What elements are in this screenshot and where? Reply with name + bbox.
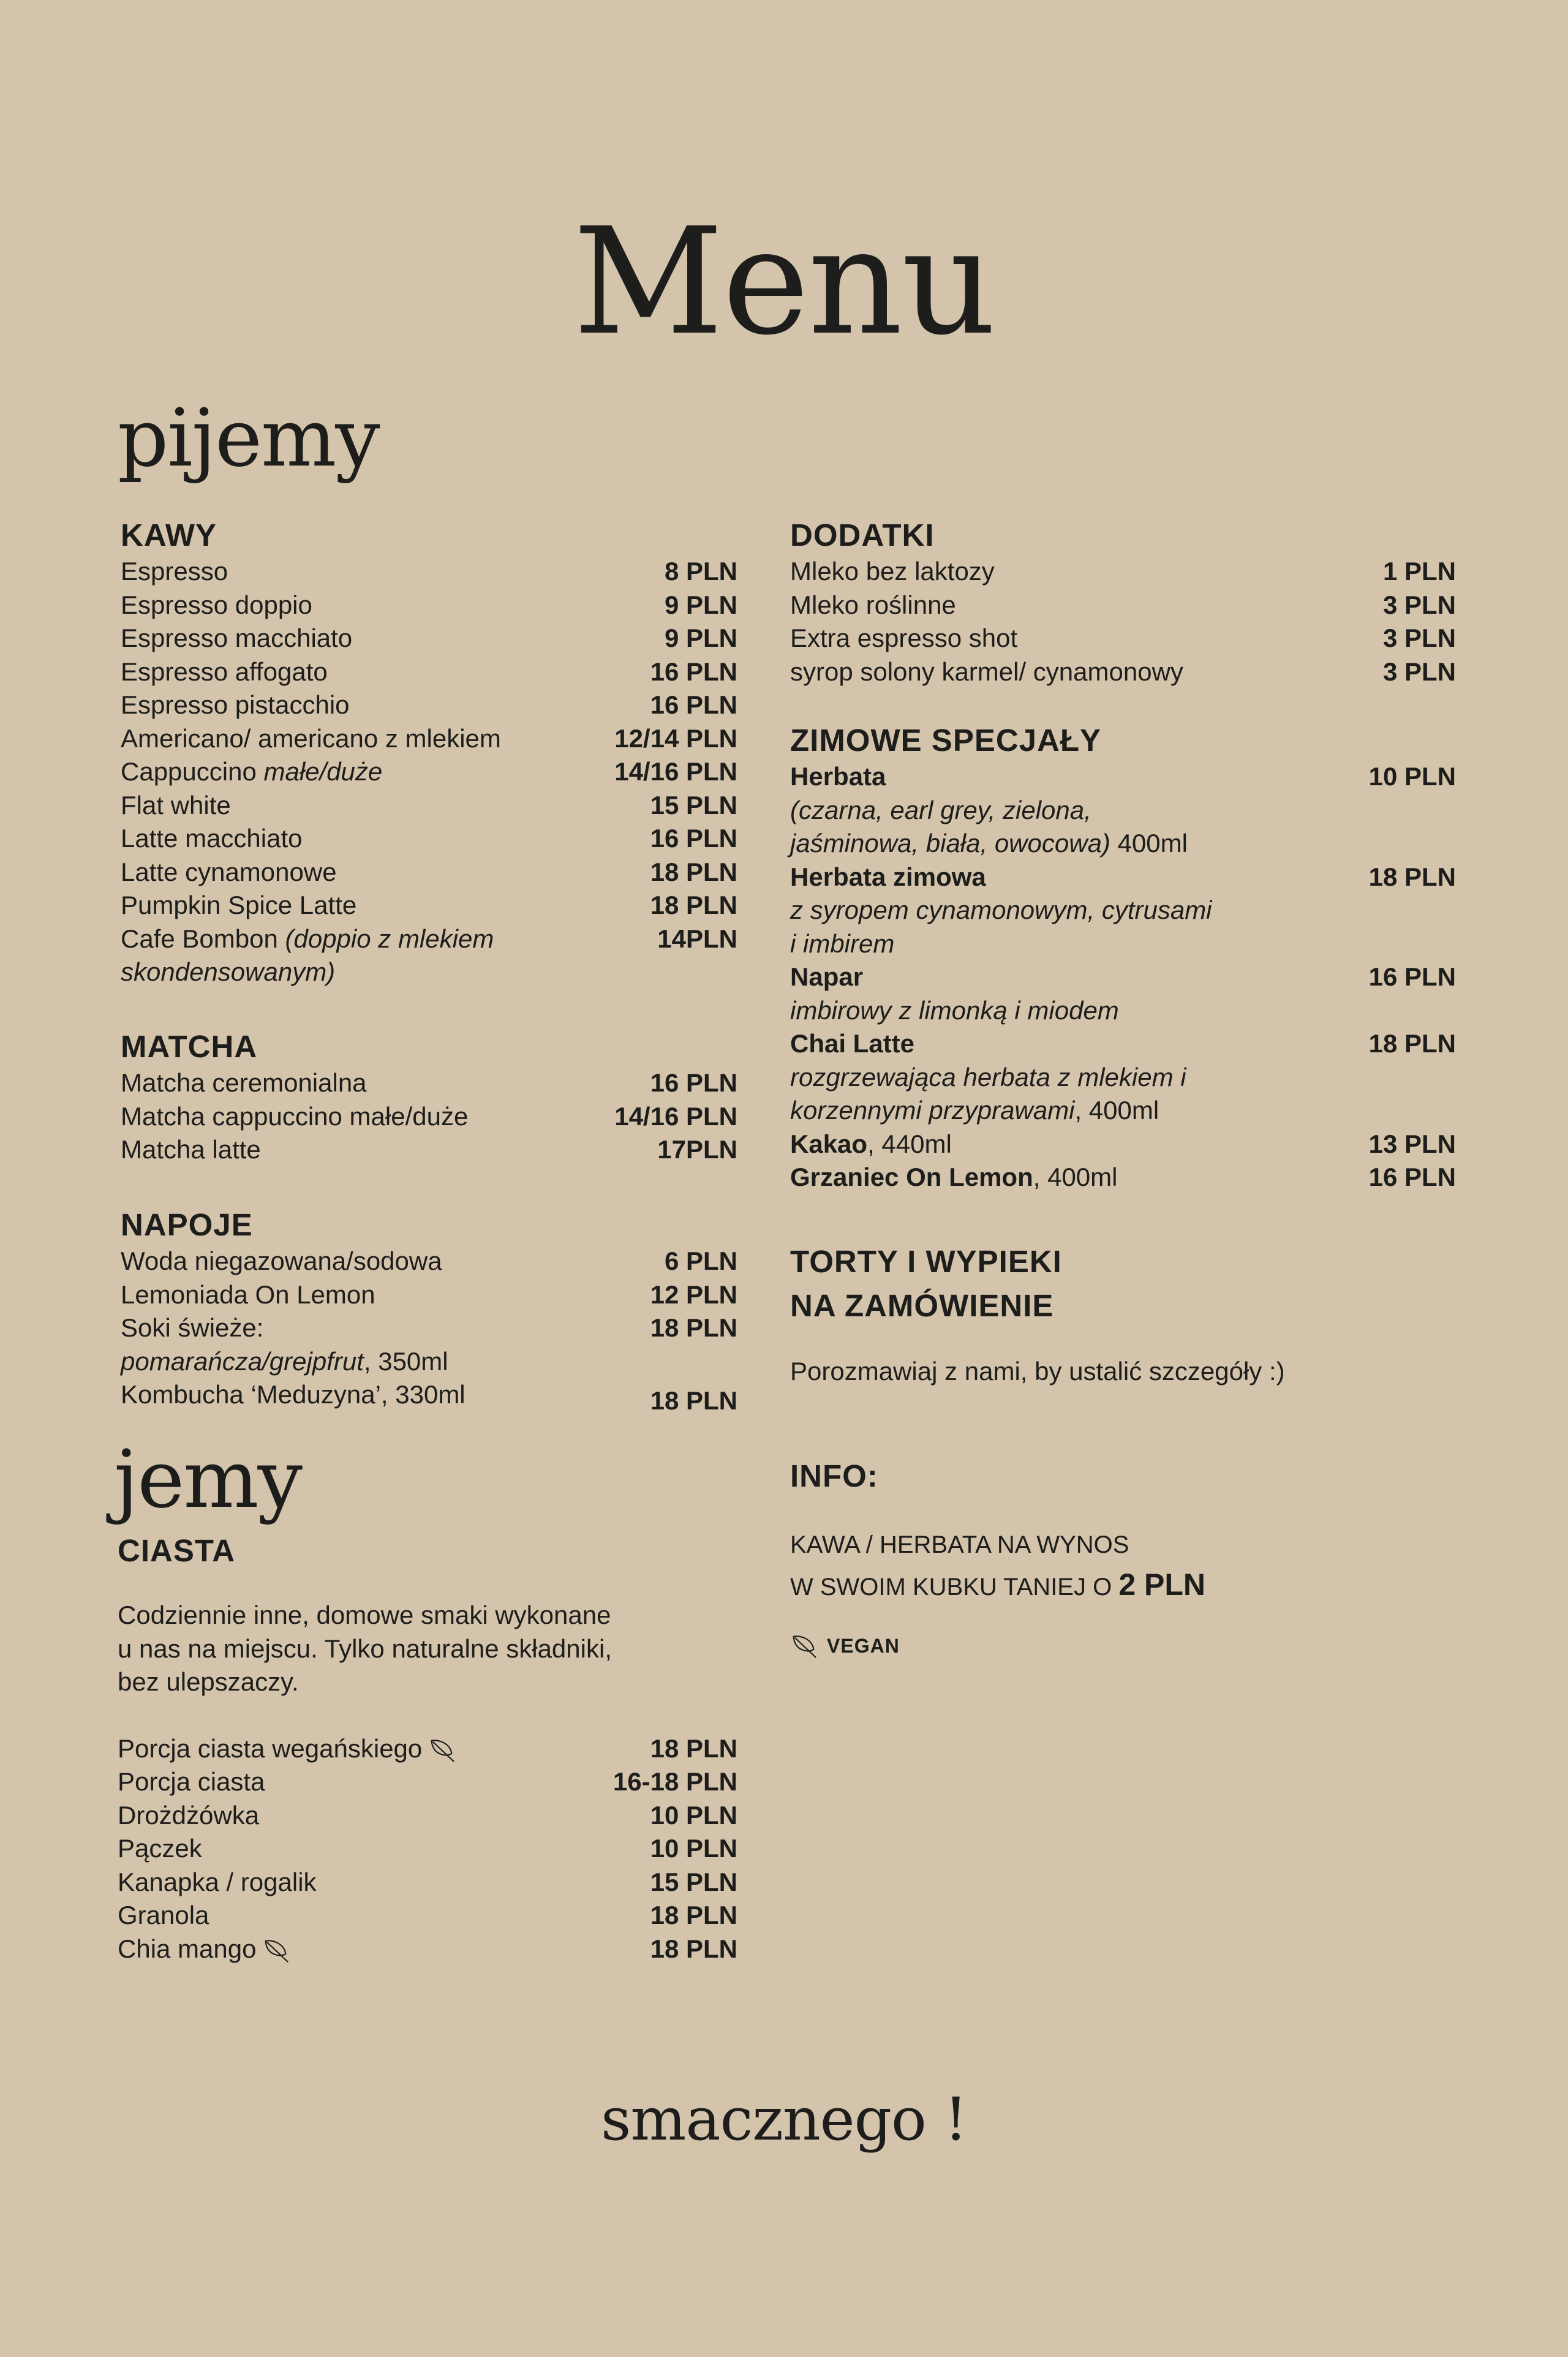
item-name: Kanapka / rogalik [118,1867,317,1896]
menu-item [118,1832,737,1866]
item-price: 1 PLN [1382,557,1456,586]
item-description: rozgrzewająca herbata z mlekiem i [790,1062,1186,1092]
vegan-legend: VEGAN [790,1632,1456,1660]
item-price: 18 PLN [650,891,737,919]
food-heading: jemy [114,1433,301,1526]
cakes-description-line: u nas na miejscu. Tylko naturalne składniki, [118,1634,612,1663]
cakes-order-description: Porozmawiaj z nami, by ustalić szczegóły :) [790,1357,1285,1386]
item-price: 15 PLN [650,790,737,820]
item-price: 8 PLN [664,557,737,586]
menu-item [121,856,737,889]
item-description: z syropem cynamonowym, cytrusami [790,896,1212,924]
info-line: W SWOIM KUBKU TANIEJ O 2 PLN [790,1567,1206,1602]
menu-item [121,688,737,722]
item-name: syrop solony karmel/ cynamonowy [790,657,1183,686]
menu-item [121,789,737,823]
menu-item: Herbata zimowa 18 PLN [790,862,1456,891]
item-description: i imbirem [790,929,895,958]
cakes-order-title: NA ZAMÓWIENIE [790,1288,1054,1323]
menu-item [121,889,737,922]
coffee-section [121,516,737,989]
cakes-title: CIASTA [118,1533,236,1568]
menu-item [121,1100,737,1134]
item-name: Lemoniada On Lemon [121,1280,375,1309]
item-description: jaśminowa, biała, owocowa) 400ml [790,829,1188,858]
menu-item [790,555,1456,589]
menu-item [118,1799,737,1833]
item-price: 18 PLN [650,1733,737,1763]
menu-item [118,1866,737,1899]
item-name: Latte macchiato [121,824,303,853]
item-price: 16 PLN [650,657,737,686]
item-name: Porcja ciasta wegańskiego [118,1732,456,1766]
item-name: Latte cynamonowe [121,857,337,886]
menu-item [121,1245,737,1278]
cakes-order-title: TORTY I WYPIEKI [790,1244,1062,1279]
item-price: 16 PLN [650,824,737,853]
item-name: Granola [118,1901,209,1929]
matcha-section [121,1027,737,1167]
matcha-title: MATCHA [121,1029,258,1064]
item-price: 16 PLN [650,690,737,719]
menu-item [790,589,1456,622]
item-name: Espresso [121,557,228,586]
winter-specials-section [790,721,1456,1194]
item-name: Matcha latte [121,1135,261,1164]
item-price: 12 PLN [650,1280,737,1309]
menu-item: Chai Latte 18 PLN [790,1029,1456,1058]
menu-item [790,655,1456,689]
item-price: 16 PLN [650,1068,737,1097]
cakes-description-line: bez ulepszaczy. [118,1667,299,1696]
menu-item: Cafe Bombon (doppio z mlekiem 14PLN [121,924,737,953]
item-price: 10 PLN [650,1834,737,1863]
item-name: Pączek [118,1834,202,1863]
item-price: 6 PLN [664,1246,737,1275]
leaf-icon [262,1936,290,1964]
menu-item [121,1066,737,1100]
item-description: imbirowy z limonką i miodem [790,995,1119,1025]
item-price: 14/16 PLN [614,1101,737,1131]
menu-item [790,622,1456,655]
item-price: 10 PLN [650,1800,737,1830]
item-name: Mleko bez laktozy [790,557,995,586]
item-price: 15 PLN [650,1867,737,1896]
item-price: 18 PLN [650,1934,737,1963]
item-price: 12/14 PLN [614,723,737,753]
winter-specials-title: ZIMOWE SPECJAŁY [790,723,1102,758]
cakes-section [118,1531,737,1966]
item-name: Drożdżówka [118,1800,260,1830]
menu-item: Grzaniec On Lemon, 400ml 16 PLN [790,1163,1456,1191]
item-name: Porcja ciasta [118,1767,265,1796]
item-price: 3 PLN [1382,624,1456,652]
item-name: Espresso doppio [121,590,312,619]
item-description: (czarna, earl grey, zielona, [790,795,1091,824]
footer-text: smacznego ! [601,2085,967,2154]
menu-item: Napar 16 PLN [790,962,1456,991]
item-name: Woda niegazowana/sodowa [121,1246,442,1275]
item-description: skondensowanym) [121,957,336,986]
cakes-description-line: Codziennie inne, domowe smaki wykonane [118,1601,611,1629]
menu-item [118,1765,737,1799]
item-name: Mleko roślinne [790,590,956,619]
info-title: INFO: [790,1458,878,1493]
menu-item [121,589,737,622]
leaf-icon [790,1632,818,1660]
item-price: 3 PLN [1382,657,1456,686]
leaf-icon [428,1736,456,1764]
item-price: 17PLN [657,1135,737,1164]
menu-title: Menu [573,196,995,368]
item-description: korzennymi przyprawami, 400ml [790,1096,1159,1125]
menu-item [121,755,737,789]
item-price: 14/16 PLN [614,757,737,786]
item-price: 18 PLN [650,1901,737,1929]
cakes-order-section [790,1240,1456,1389]
menu-item [121,622,737,655]
item-price: 9 PLN [664,590,737,619]
info-line: KAWA / HERBATA NA WYNOS [790,1531,1129,1558]
item-name: Matcha cappuccino małe/duże [121,1101,469,1131]
item-name: Espresso affogato [121,657,328,686]
extras-title: DODATKI [790,518,935,552]
menu-item [121,555,737,589]
menu-item [121,655,737,689]
menu-item [118,1732,737,1766]
item-name: Espresso macchiato [121,624,353,652]
drinks-title: NAPOJE [121,1207,253,1242]
menu-item: Soki świeże: 18 PLN [121,1313,737,1342]
item-name: Chia mango [118,1933,290,1966]
item-price: 18 PLN [650,857,737,886]
item-description: pomarańcza/grejpfrut, 350ml [121,1346,448,1376]
item-name: Flat white [121,790,231,820]
info-section [790,1457,1456,1660]
menu-item [121,1278,737,1312]
menu-item: Herbata 10 PLN [790,762,1456,791]
drinks-section [121,1205,737,1418]
item-name: Pumpkin Spice Latte [121,891,357,919]
menu-item [118,1933,737,1966]
menu-item: Kombucha ‘Meduzyna’, 330ml 18 PLN [121,1380,737,1415]
item-price: 9 PLN [664,624,737,652]
menu-item [121,1133,737,1167]
extras-section [790,516,1456,688]
item-name: Matcha ceremonialna [121,1068,367,1097]
menu-item [121,822,737,856]
menu-item [118,1899,737,1933]
menu-item: Kakao, 440ml 13 PLN [790,1129,1456,1158]
item-price: 16-18 PLN [612,1767,737,1796]
menu-item [121,722,737,756]
item-name: Cappuccino małe/duże [121,757,383,786]
item-name: Extra espresso shot [790,624,1018,652]
item-name: Americano/ americano z mlekiem [121,723,501,753]
drinks-heading: pijemy [118,391,379,485]
coffee-title: KAWY [121,518,217,552]
item-price: 3 PLN [1382,590,1456,619]
item-name: Espresso pistacchio [121,690,350,719]
